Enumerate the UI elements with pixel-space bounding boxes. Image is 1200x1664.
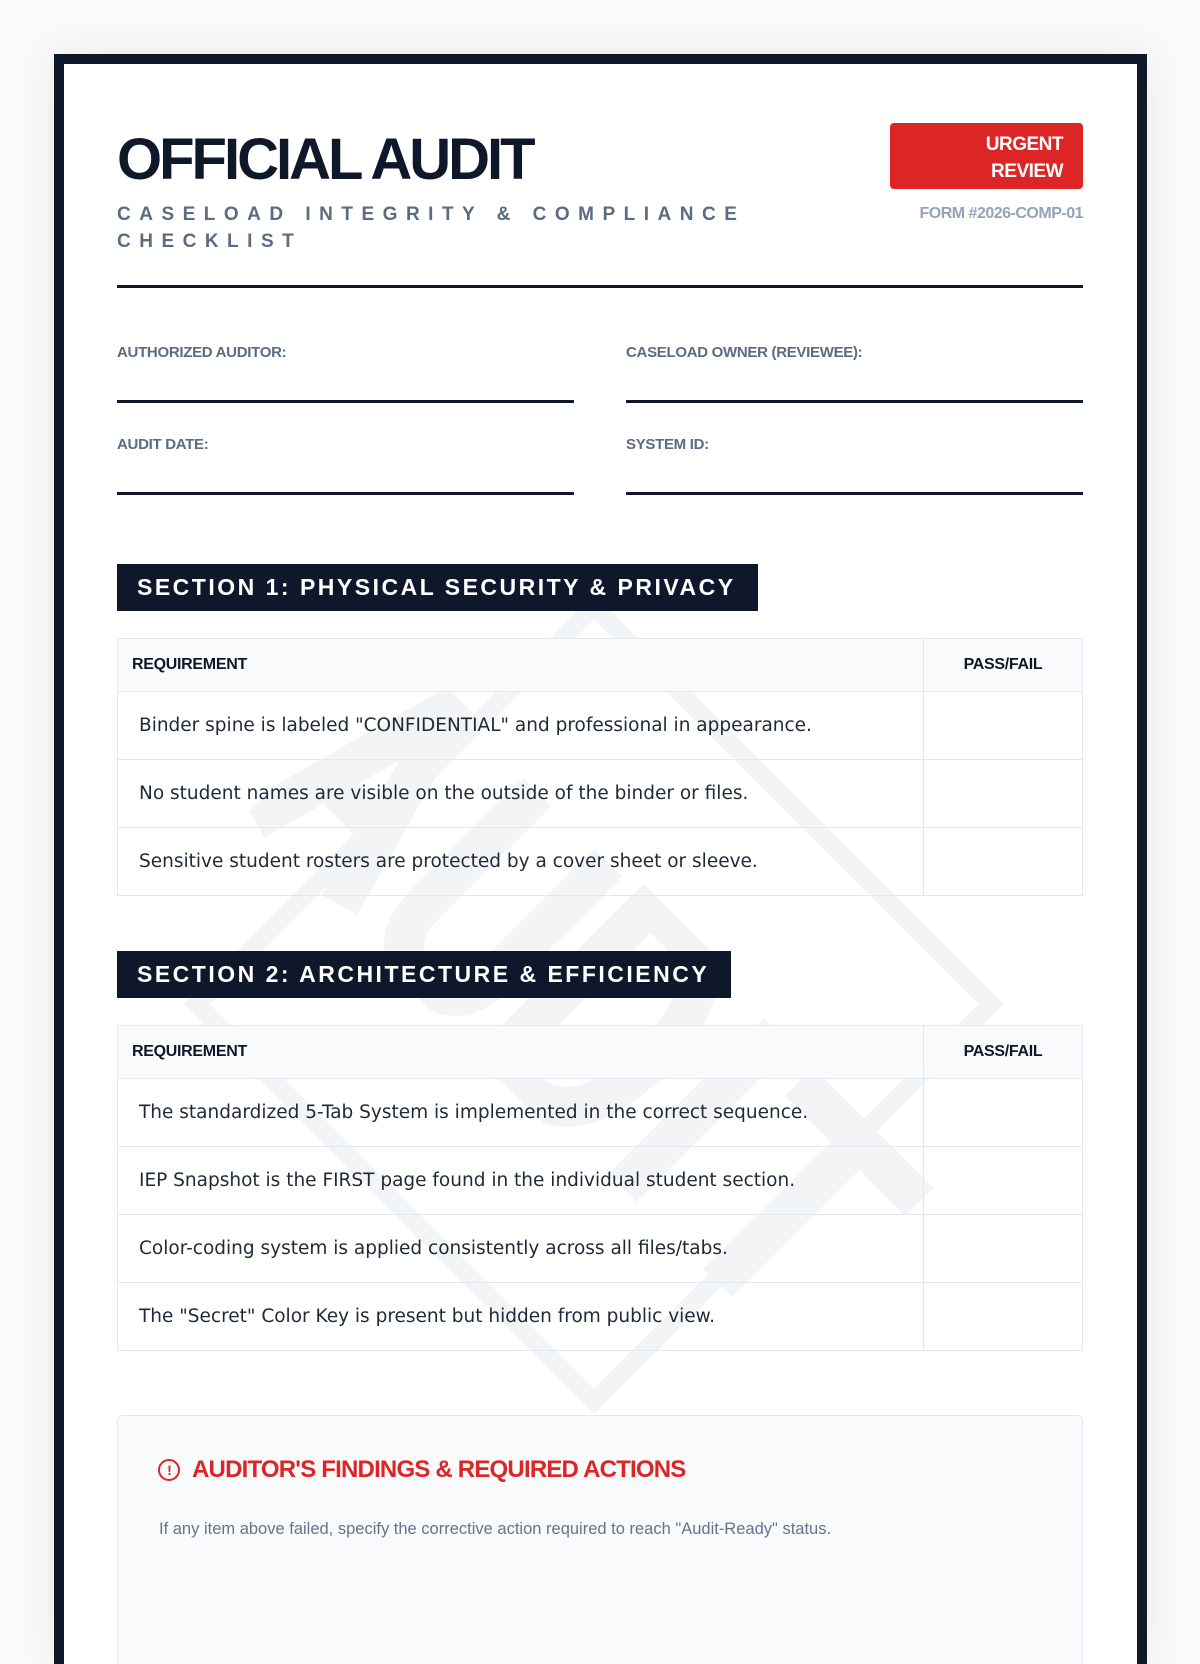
section-2-table — [117, 1025, 1083, 1351]
requirement-text: Color-coding system is applied consistently across all files/tabs. — [118, 1215, 924, 1283]
badge-label: URGENT REVIEW — [985, 134, 1063, 182]
pass-fail-cell[interactable] — [924, 1215, 1083, 1283]
table-header-row — [118, 1026, 1083, 1079]
pass-fail-cell[interactable] — [924, 1079, 1083, 1147]
requirement-text: Binder spine is labeled "CONFIDENTIAL" and professional in appearance. — [118, 692, 924, 760]
table-row — [118, 1147, 1083, 1215]
auditor-field[interactable] — [117, 344, 574, 361]
system-id-field[interactable] — [626, 436, 1083, 453]
requirement-text: Sensitive student rosters are protected by a cover sheet or sleeve. — [118, 828, 924, 896]
pass-fail-cell[interactable] — [924, 828, 1083, 896]
col-pass-fail: PASS/FAIL — [924, 1026, 1083, 1079]
pass-fail-cell[interactable] — [924, 1147, 1083, 1215]
requirement-text: The "Secret" Color Key is present but hidden from public view. — [118, 1283, 924, 1351]
date-label: AUDIT DATE: — [117, 436, 209, 453]
urgent-review-badge — [890, 123, 1083, 189]
table-row — [118, 692, 1083, 760]
page-subtitle: CASELOAD INTEGRITY & COMPLIANCE CHECKLIST — [117, 204, 746, 252]
auditor-label: AUTHORIZED AUDITOR: — [117, 344, 287, 361]
owner-label: CASELOAD OWNER (REVIEWEE): — [626, 344, 863, 361]
alert-circle-icon: ! — [158, 1459, 180, 1481]
owner-field[interactable] — [626, 344, 1083, 361]
auditor-input-line[interactable] — [117, 400, 574, 403]
system-id-input-line[interactable] — [626, 492, 1083, 495]
owner-input-line[interactable] — [626, 400, 1083, 403]
section-1-heading: SECTION 1: PHYSICAL SECURITY & PRIVACY — [117, 564, 758, 611]
findings-box[interactable] — [117, 1415, 1083, 1664]
findings-title: AUDITOR'S FINDINGS & REQUIRED ACTIONS — [192, 1456, 686, 1483]
table-row — [118, 828, 1083, 896]
page-title: OFFICIAL AUDIT — [117, 127, 533, 192]
table-row — [118, 1079, 1083, 1147]
pass-fail-cell[interactable] — [924, 760, 1083, 828]
table-header-row — [118, 639, 1083, 692]
form-number: FORM #2026-COMP-01 — [919, 205, 1083, 222]
col-pass-fail: PASS/FAIL — [924, 639, 1083, 692]
table-row — [118, 760, 1083, 828]
date-input-line[interactable] — [117, 492, 574, 495]
findings-instructions: If any item above failed, specify the corrective action required to reach "Audit-Ready" status. — [159, 1520, 832, 1538]
system-id-label: SYSTEM ID: — [626, 436, 709, 453]
audit-form-sheet — [54, 54, 1147, 1664]
requirement-text: No student names are visible on the outside of the binder or files. — [118, 760, 924, 828]
col-requirement: REQUIREMENT — [118, 1026, 924, 1079]
section-2-heading: SECTION 2: ARCHITECTURE & EFFICIENCY — [117, 951, 731, 998]
requirement-text: The standardized 5-Tab System is implemented in the correct sequence. — [118, 1079, 924, 1147]
table-row — [118, 1215, 1083, 1283]
requirement-text: IEP Snapshot is the FIRST page found in the individual student section. — [118, 1147, 924, 1215]
header-divider — [117, 285, 1083, 288]
table-row — [118, 1283, 1083, 1351]
pass-fail-cell[interactable] — [924, 692, 1083, 760]
col-requirement: REQUIREMENT — [118, 639, 924, 692]
findings-heading — [158, 1456, 685, 1484]
section-1-table — [117, 638, 1083, 896]
date-field[interactable] — [117, 436, 574, 453]
pass-fail-cell[interactable] — [924, 1283, 1083, 1351]
